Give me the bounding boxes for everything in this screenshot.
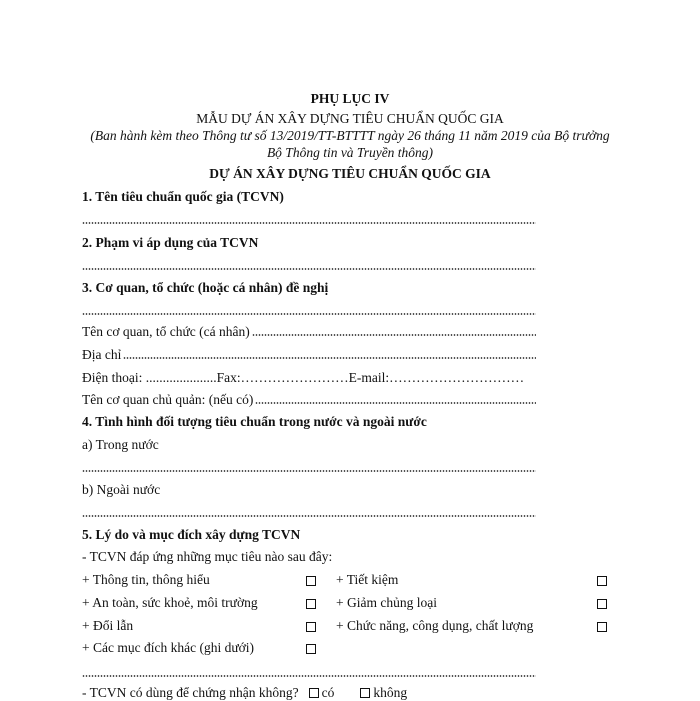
certification-row — [82, 685, 407, 701]
checkbox-cert-yes[interactable] — [309, 688, 319, 698]
other-purposes-fill-line[interactable] — [82, 671, 536, 677]
option-saving: + Tiết kiệm — [336, 572, 399, 587]
issuance-note-line-1: (Ban hành kèm theo Thông tư số 13/2019/TT-BTTTT ngày 26 tháng 11 năm 2019 của Bộ trưởng — [90, 128, 610, 143]
appendix-label: PHỤ LỤC IV — [310, 91, 390, 106]
section-1-heading: 1. Tên tiêu chuẩn quốc gia (TCVN) — [82, 189, 284, 204]
phone-label[interactable]: Điện thoại: ..................... — [82, 370, 217, 385]
section-3-heading: 3. Cơ quan, tổ chức (hoặc cá nhân) đề nghị — [82, 280, 329, 295]
section-4-heading: 4. Tình hình đối tượng tiêu chuẩn trong nước và ngoài nước — [82, 414, 427, 429]
checkbox-saving[interactable] — [597, 576, 607, 586]
checkbox-function-quality[interactable] — [597, 622, 607, 632]
option-information: + Thông tin, thông hiểu — [82, 572, 210, 587]
project-title: DỰ ÁN XÂY DỰNG TIÊU CHUẨN QUỐC GIA — [209, 166, 491, 181]
option-other-purposes: + Các mục đích khác (ghi dưới) — [82, 640, 255, 655]
domestic-fill-line[interactable] — [82, 466, 536, 472]
email-label[interactable]: E-mail:………………………… — [348, 370, 525, 385]
foreign-label: b) Ngoài nước — [82, 482, 161, 497]
org-name-label: Tên cơ quan, tổ chức (cá nhân) — [82, 324, 250, 339]
fax-label[interactable]: Fax:…………………… — [216, 370, 349, 385]
checkbox-variety-reduction[interactable] — [597, 599, 607, 609]
foreign-fill-line[interactable] — [82, 511, 536, 517]
address-row — [82, 347, 536, 363]
section-5-heading: 5. Lý do và mục đích xây dựng TCVN — [82, 527, 301, 542]
org-name-fill-line[interactable] — [252, 332, 536, 336]
option-safety: + An toàn, sức khoẻ, môi trường — [82, 595, 258, 610]
standard-name-fill-line[interactable] — [82, 218, 536, 224]
checkbox-cert-no[interactable] — [360, 688, 370, 698]
certification-question: - TCVN có dùng để chứng nhận không? — [82, 685, 299, 700]
scope-fill-line[interactable] — [82, 264, 536, 270]
section-2-heading: 2. Phạm vi áp dụng của TCVN — [82, 235, 259, 250]
proposer-fill-line[interactable] — [82, 309, 536, 315]
form-title: MẪU DỰ ÁN XÂY DỰNG TIÊU CHUẨN QUỐC GIA — [196, 111, 504, 126]
checkbox-information[interactable] — [306, 576, 316, 586]
cert-no-label: không — [373, 685, 408, 700]
domestic-label: a) Trong nước — [82, 437, 159, 452]
org-name-row — [82, 324, 536, 340]
checkbox-interchangeability[interactable] — [306, 622, 316, 632]
issuance-note-line-2: Bộ Thông tin và Truyền thông) — [266, 145, 434, 160]
cert-yes-label: có — [321, 685, 335, 700]
address-fill-line[interactable] — [123, 355, 536, 359]
parent-agency-row — [82, 392, 536, 408]
option-variety-reduction: + Giảm chủng loại — [336, 595, 437, 610]
contact-row — [82, 370, 524, 386]
address-label: Địa chỉ — [82, 347, 122, 362]
checkbox-safety[interactable] — [306, 599, 316, 609]
parent-agency-label: Tên cơ quan chủ quản: (nếu có) — [82, 392, 254, 407]
objectives-question: - TCVN đáp ứng những mục tiêu nào sau đây: — [82, 549, 333, 564]
option-function-quality: + Chức năng, công dụng, chất lượng — [336, 618, 534, 633]
checkbox-other-purposes[interactable] — [306, 644, 316, 654]
option-interchangeability: + Đổi lẫn — [82, 618, 134, 633]
parent-agency-fill-line[interactable] — [255, 400, 536, 404]
